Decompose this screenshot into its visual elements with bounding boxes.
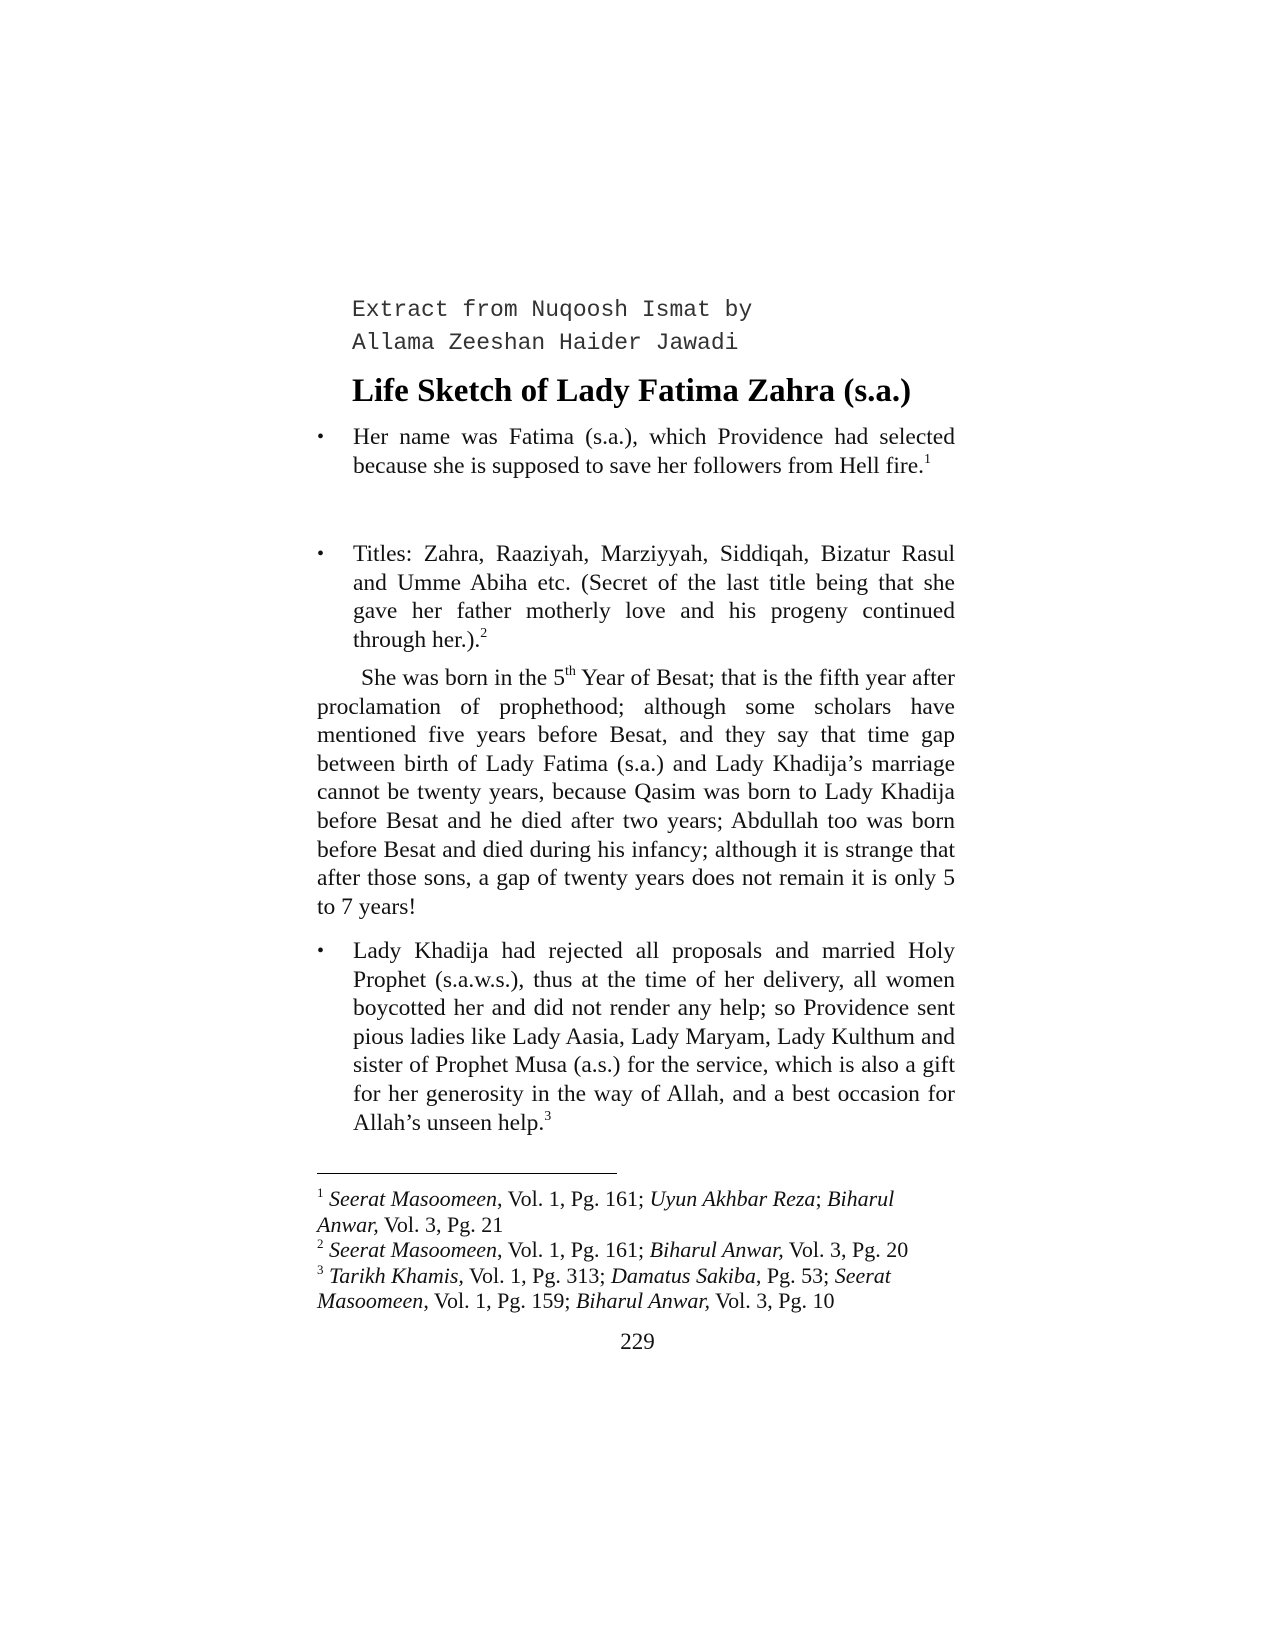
footnote-2 (317, 1237, 957, 1263)
source-detail: Vol. 3, Pg. 10 (710, 1288, 835, 1313)
extract-attribution (352, 294, 752, 360)
extract-line-2: Allama Zeeshan Haider Jawadi (352, 330, 739, 356)
bullet-text (353, 423, 955, 480)
bullet-icon: • (317, 940, 325, 962)
paragraph-text-rest: Year of Besat; that is the fifth year after proclamation of prophethood; although some scholars have mentioned five years before Besat, and they say that time gap between birth of Lady Fatima (s.a.) and Lady Khadija’s marriage cannot be twenty years, because Qasim was born to Lady Khadija before Besat and he died after two years; Abdullah too was born before Besat and died during his infancy; although it is strange that after those sons, a gap of twenty years does not remain it is only 5 to 7 years! (317, 665, 955, 920)
source-detail: , Vol. 1, Pg. 161; (497, 1186, 650, 1211)
footnote-3 (317, 1263, 957, 1314)
footnotes (317, 1186, 957, 1314)
footnote-ref: 3 (544, 1108, 552, 1124)
bullet-item-birth-help (317, 937, 955, 1137)
footnote-1 (317, 1186, 957, 1237)
bullet-icon: • (317, 426, 325, 448)
paragraph-text-start: She was born in the 5 (361, 665, 566, 691)
source-title: Tarikh Khamis, (329, 1262, 464, 1288)
footnote-number: 1 (317, 1185, 324, 1200)
source-title: Seerat Masoomeen (329, 1237, 498, 1262)
bullet-text (353, 937, 955, 1137)
source-title: Biharul Anwar, (317, 1186, 895, 1237)
source-title: Uyun Akhbar Reza (649, 1186, 816, 1211)
footnote-ref: 2 (480, 625, 488, 641)
footnote-ref: 1 (924, 451, 932, 467)
source-detail: , Vol. 1, Pg. 161; (497, 1237, 650, 1262)
bullet-icon: • (317, 543, 325, 565)
footnote-number: 3 (317, 1261, 324, 1277)
source-detail: ; (815, 1186, 828, 1211)
source-title: Damatus Sakiba (611, 1262, 756, 1288)
bullet-text-body: Titles: Zahra, Raaziyah, Marziyyah, Siddiqah, Bizatur Rasul and Umme Abiha etc. (Secret of the last title being that she gave her father motherly love and his progeny continued through her.). (353, 541, 955, 653)
source-detail: , Pg. 53; (755, 1262, 835, 1288)
bullet-text-body: Her name was Fatima (s.a.), which Providence had selected because she is supposed to save her followers from Hell fire. (353, 424, 955, 479)
bullet-item-name (317, 423, 955, 480)
source-detail: , Vol. 1, Pg. 159; (423, 1288, 576, 1313)
source-title: Biharul Anwar, (649, 1237, 784, 1262)
bullet-text (353, 540, 955, 654)
source-title: Seerat Masoomeen (329, 1186, 498, 1211)
birth-paragraph (317, 664, 955, 921)
page-number: 229 (620, 1329, 655, 1354)
ordinal-suffix: th (565, 664, 576, 679)
source-detail: Vol. 1, Pg. 313; (463, 1262, 612, 1288)
extract-line-1: Extract from Nuqoosh Ismat by (352, 297, 753, 323)
footnote-divider (317, 1173, 617, 1174)
source-detail: Vol. 3, Pg. 21 (378, 1211, 504, 1237)
source-detail: Vol. 3, Pg. 20 (783, 1237, 909, 1262)
page-title: Life Sketch of Lady Fatima Zahra (s.a.) (352, 373, 912, 409)
bullet-text-body: Lady Khadija had rejected all proposals and married Holy Prophet (s.a.w.s.), thus at the time of her delivery, all women boycotted her and did not render any help; so Providence sent pious ladies like Lady Aasia, Lady Maryam, Lady Kulthum and sister of Prophet Musa (a.s.) for the service, which is also a gift for her generosity in the way of Allah, and a best occasion for Allah’s unseen help. (353, 938, 955, 1136)
source-title: Seerat Masoomeen (317, 1262, 891, 1313)
footnote-number: 2 (317, 1236, 324, 1251)
bullet-item-titles (317, 540, 955, 654)
source-title: Biharul Anwar, (575, 1288, 710, 1313)
